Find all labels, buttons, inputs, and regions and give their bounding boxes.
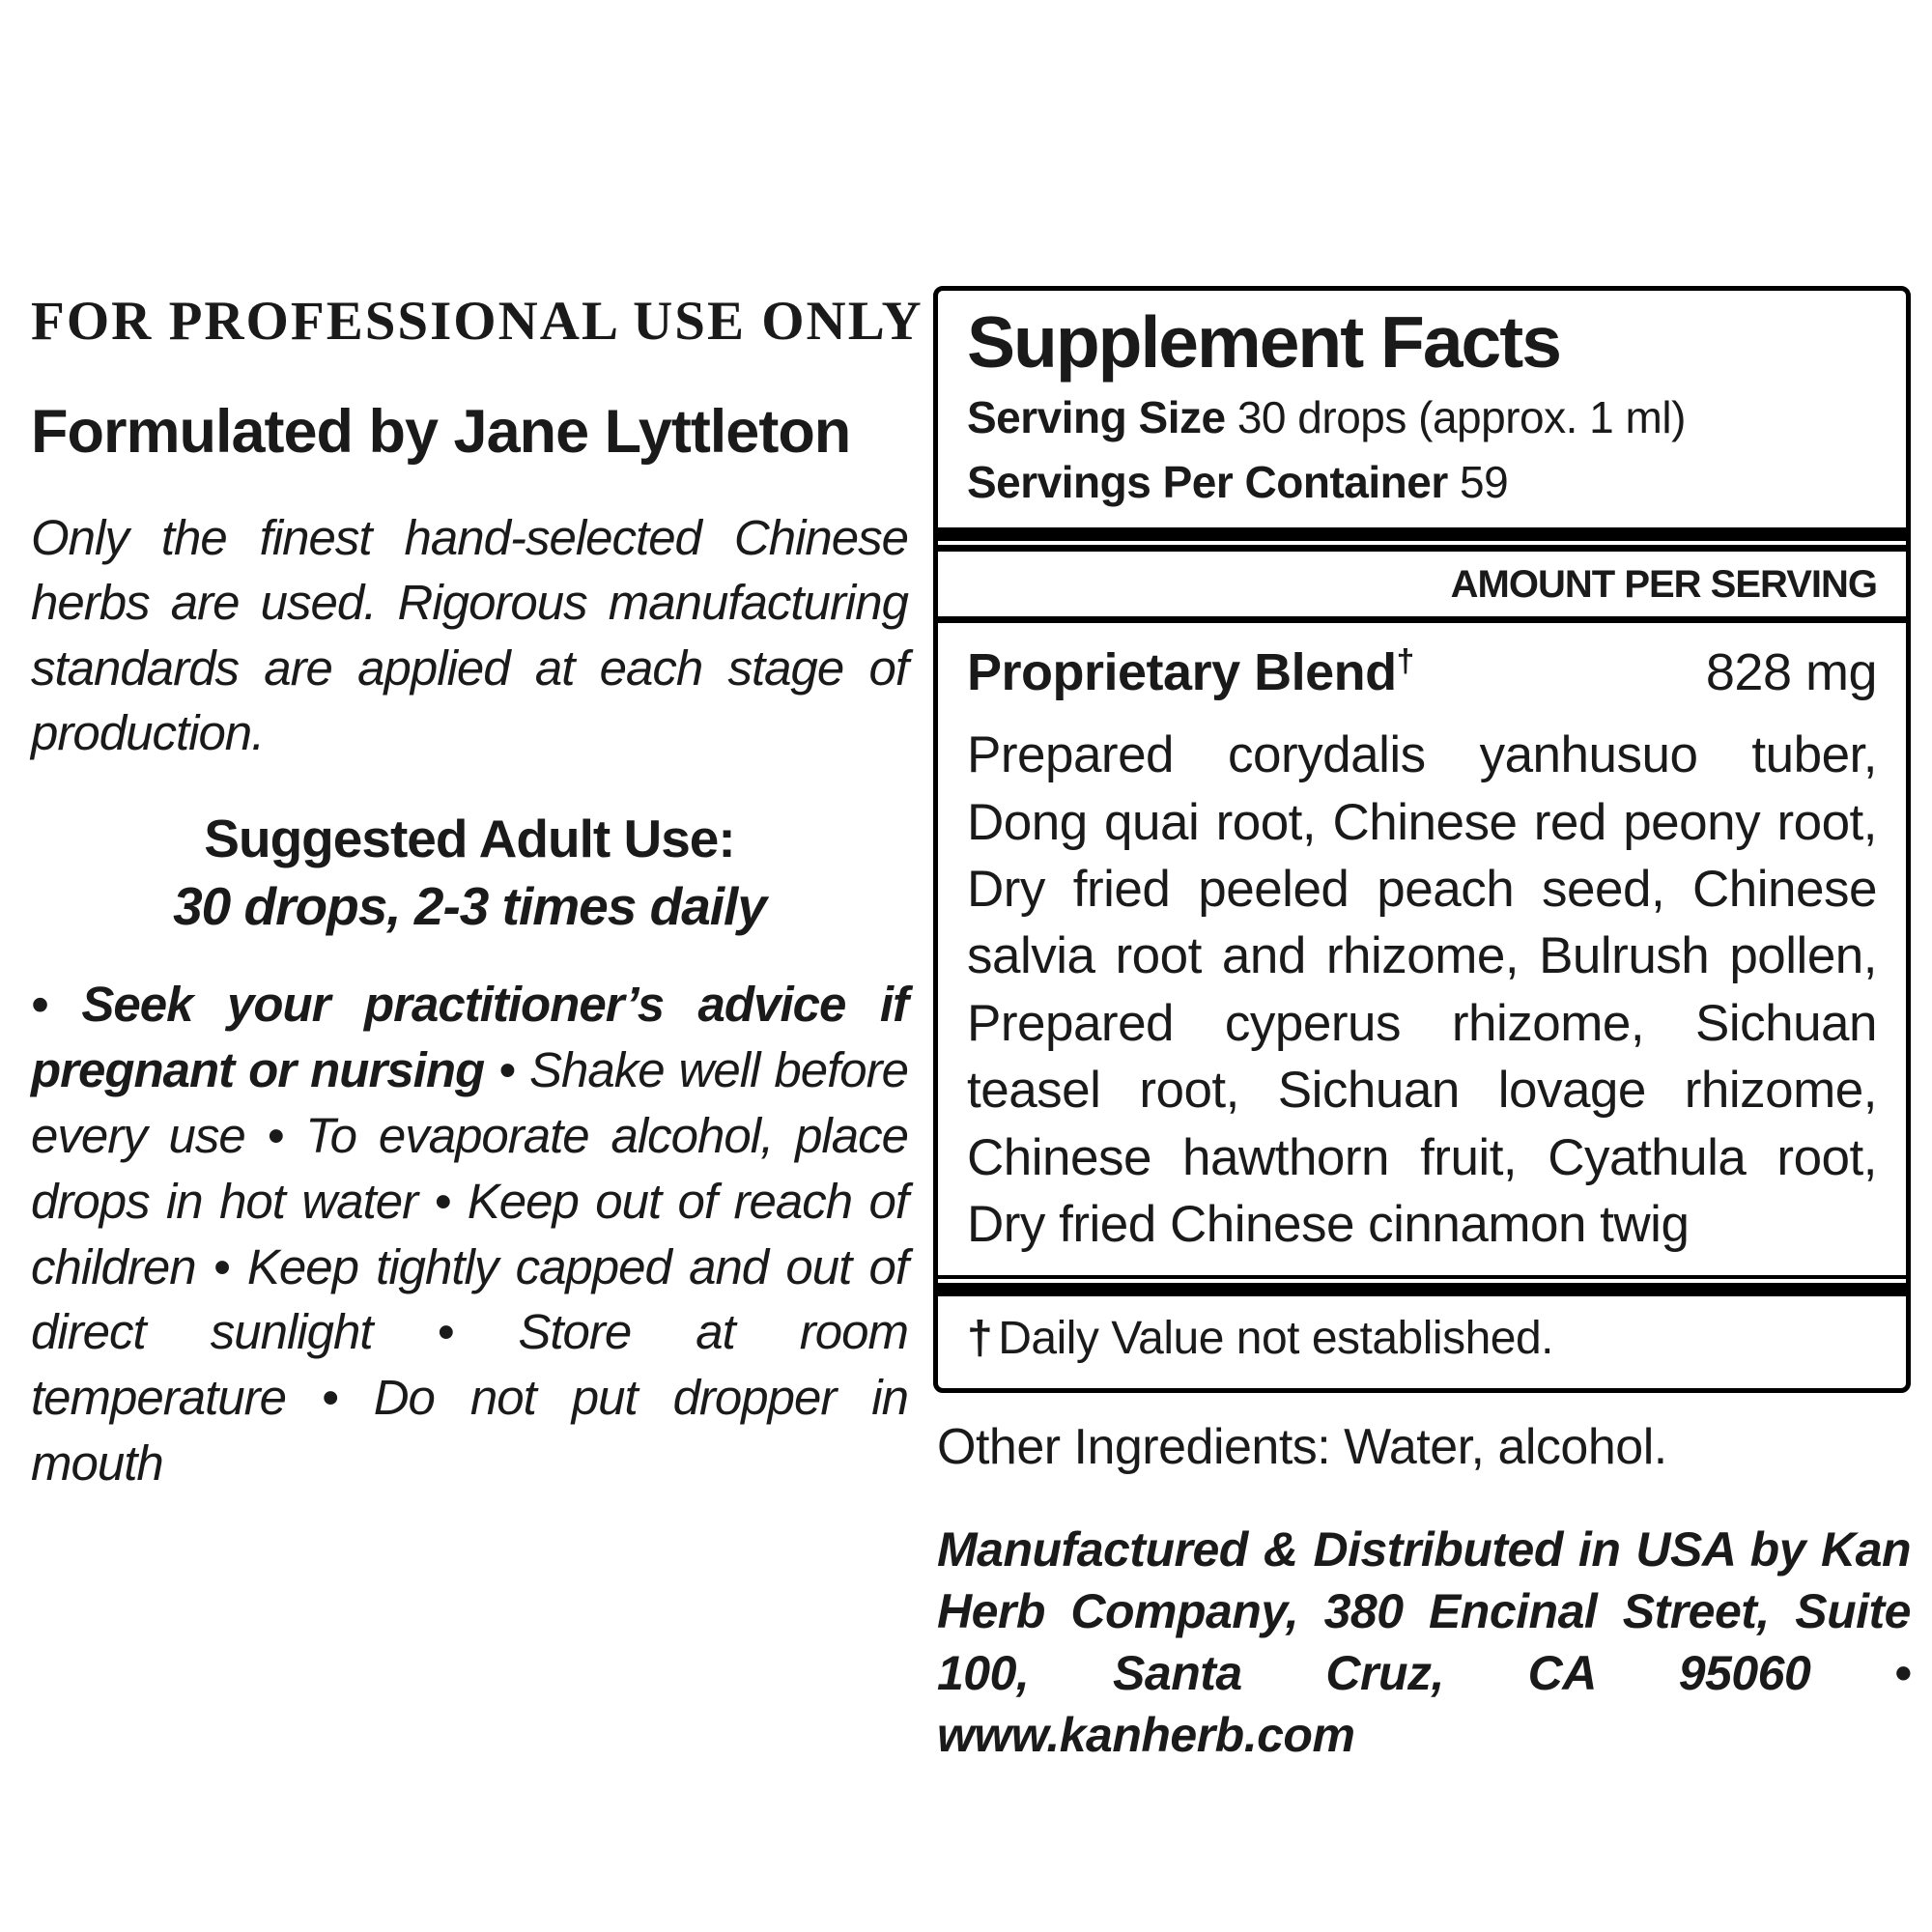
thick-divider-top bbox=[938, 527, 1906, 541]
supplement-facts-title: Supplement Facts bbox=[967, 301, 1560, 383]
daily-value-footnote bbox=[967, 1312, 1877, 1369]
footnote-text: Daily Value not established. bbox=[998, 1313, 1553, 1365]
blend-ingredients: Prepared corydalis yanhusuo tuber, Dong quai root, Chinese red peony root, Dry fried peeled peach seed, Chinese salvia root and rhizome, Bulrush pollen, Prepared cyperus rhizome, Sichuan teasel root, Sichuan lovage rhizome, Chinese hawthorn fruit, Cyathula root, Dry fried Chinese cinnamon twig bbox=[967, 726, 1877, 1254]
right-column bbox=[933, 286, 1911, 1766]
quality-note: Only the finest hand-selected Chinese herbs are used. Rigorous manufacturing standards are applied at each stage of production. bbox=[31, 510, 908, 760]
warning-regular-text: • Shake well before every use • To evaporate alcohol, place drops in hot water • Keep out of reach of children • Keep tightly capped and out of direct sunlight • Store at room temperature • Do not put dropper in mouth bbox=[31, 1042, 909, 1492]
proprietary-blend-row bbox=[967, 642, 1877, 702]
suggested-use-dose: 30 drops, 2-3 times daily bbox=[173, 876, 766, 937]
supplement-facts-panel bbox=[933, 286, 1911, 1393]
serving-size-value: 30 drops (approx. 1 ml) bbox=[1236, 391, 1686, 442]
blend-name bbox=[967, 642, 1414, 702]
blend-amount: 828 mg bbox=[1705, 643, 1877, 702]
mid-divider-top bbox=[938, 545, 1906, 552]
servings-per-container-row bbox=[967, 454, 1877, 512]
left-column bbox=[31, 290, 923, 1496]
serving-size-row bbox=[967, 389, 1877, 447]
suggested-use-heading: Suggested Adult Use: bbox=[204, 809, 735, 869]
servings-per-container-label: Servings Per Container bbox=[967, 457, 1448, 508]
formulated-by-heading: Formulated by Jane Lyttleton bbox=[31, 398, 851, 466]
other-ingredients: Other Ingredients: Water, alcohol. bbox=[937, 1419, 1667, 1476]
manufacturer-info: Manufactured & Distributed in USA by Kan Herb Company, 380 Encinal Street, Suite 100, Santa Cruz, CA 95060 • www.kanherb.com bbox=[937, 1522, 1911, 1763]
usage-warnings bbox=[31, 972, 908, 1496]
serving-size-label: Serving Size bbox=[967, 391, 1226, 442]
amount-per-serving-header: AMOUNT PER SERVING bbox=[1450, 563, 1877, 607]
footnote-dagger-symbol: † bbox=[967, 1313, 993, 1365]
servings-per-container-value: 59 bbox=[1460, 457, 1509, 508]
mid-divider-under-header bbox=[938, 616, 1906, 623]
thick-divider-bottom bbox=[938, 1283, 1906, 1296]
warning-bold-text: • Seek your practitioner’s advice if pregnant or nursing bbox=[31, 977, 908, 1098]
professional-use-heading: FOR PROFESSIONAL USE ONLY bbox=[31, 291, 923, 352]
dagger-symbol: † bbox=[1396, 643, 1414, 680]
blend-name-text: Proprietary Blend bbox=[967, 643, 1397, 702]
